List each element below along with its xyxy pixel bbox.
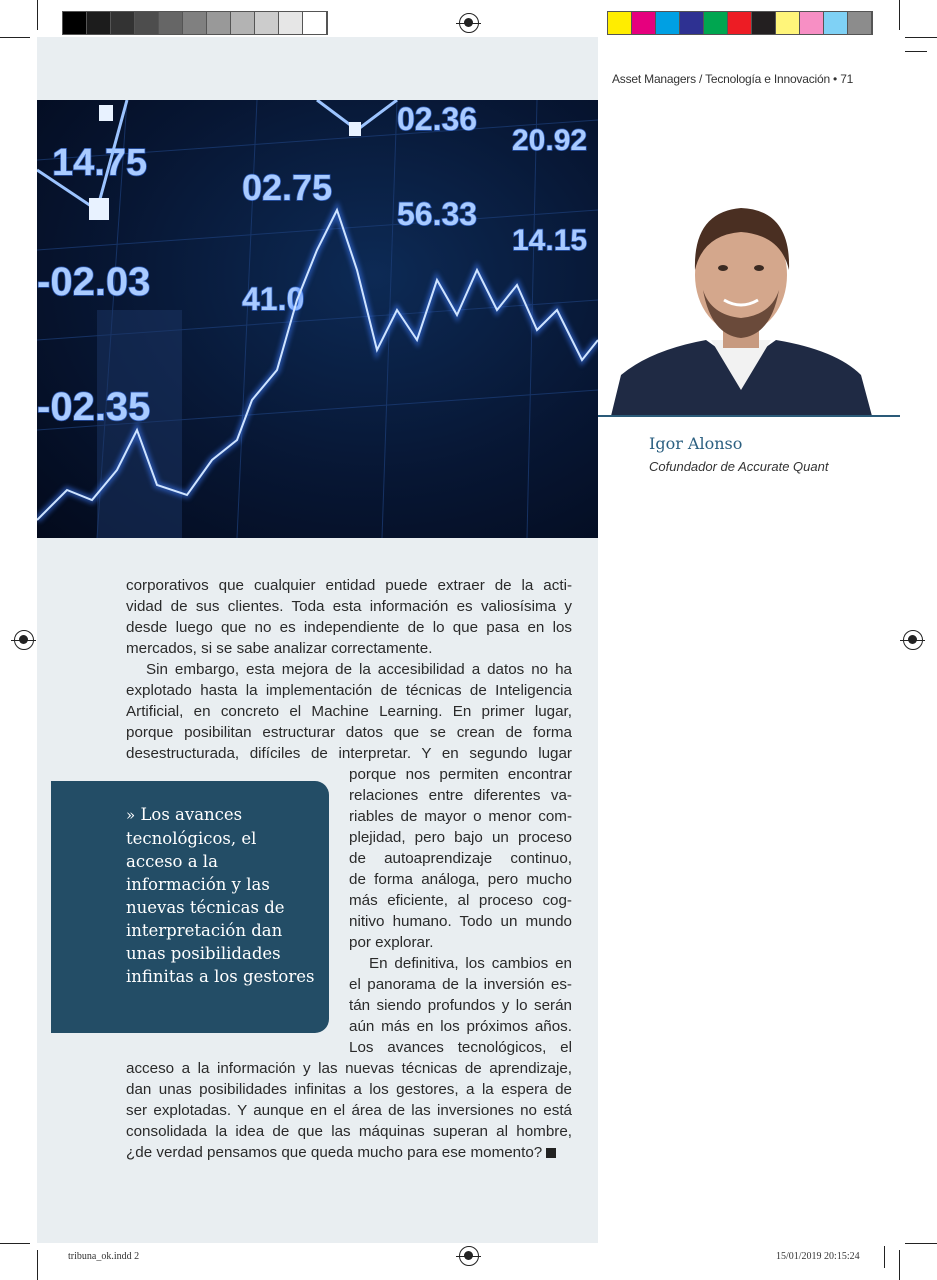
color-swatch xyxy=(279,12,303,34)
body-text-line: desde luego que no es independiente de lo que pasa en los xyxy=(126,619,572,636)
color-swatch xyxy=(63,12,87,34)
author-divider xyxy=(598,415,900,417)
footer-timestamp: 15/01/2019 20:15:24 xyxy=(776,1251,860,1262)
crop-mark xyxy=(0,1243,30,1244)
color-swatch xyxy=(728,12,752,34)
body-text-line: por explorar. xyxy=(349,934,434,951)
body-text-line: más eficiente, al proceso cog- xyxy=(349,892,572,909)
body-text-line: explotado hasta la implementación de técnicas de Inteligencia xyxy=(126,682,572,699)
color-swatch xyxy=(159,12,183,34)
quote-chevron-icon: » xyxy=(126,806,136,824)
body-text-line: relaciones entre diferentes va- xyxy=(349,787,572,804)
color-swatch xyxy=(608,12,632,34)
body-text-line: mercados, si se sabe analizar correctamente. xyxy=(126,640,433,657)
body-text-line: tán siendo profundos y lo serán xyxy=(349,997,572,1014)
color-swatch xyxy=(752,12,776,34)
color-swatch xyxy=(207,12,231,34)
color-swatch xyxy=(111,12,135,34)
body-text-line: porque posibilitan estructurar datos que se crean de forma xyxy=(126,724,572,741)
body-text-line: plejidad, pero bajo un proceso xyxy=(349,829,572,846)
author-role: Cofundador de Accurate Quant xyxy=(649,459,829,474)
registration-mark-icon xyxy=(459,13,479,33)
ticker-label: -02.35 xyxy=(37,385,151,429)
color-swatch xyxy=(848,12,872,34)
body-text-line: de autoaprendizaje continuo, xyxy=(349,850,572,867)
crop-mark xyxy=(905,1243,937,1244)
crop-mark xyxy=(884,1246,885,1268)
ticker-label: 14.15 xyxy=(512,224,588,257)
color-swatch xyxy=(800,12,824,34)
pullquote-text xyxy=(126,803,316,988)
body-text-line: nitivo humano. Todo un mundo xyxy=(349,913,572,930)
crop-mark xyxy=(899,1250,900,1280)
body-text-line: riables de mayor o menor com- xyxy=(349,808,572,825)
body-text-line: aún más en los próximos años. xyxy=(349,1018,572,1035)
running-head: Asset Managers / Tecnología e Innovación • 71 xyxy=(612,72,854,86)
ticker-label: 02.36 xyxy=(397,101,478,137)
crop-mark xyxy=(0,37,30,38)
body-text-line: de forma análoga, pero mucho xyxy=(349,871,572,888)
body-text-line: Los avances tecnológicos, el xyxy=(349,1039,572,1056)
crop-mark xyxy=(905,51,927,52)
body-text-line: consolidada la idea de que las máquinas superan al hombre, xyxy=(126,1123,572,1140)
ticker-label: 56.33 xyxy=(397,196,478,232)
body-text-line: desestructurada, difíciles de interpretar. Y en segundo lugar xyxy=(126,745,572,762)
body-text-line: acceso a la información y las nuevas técnicas de aprendizaje, xyxy=(126,1060,572,1077)
color-swatch xyxy=(632,12,656,34)
registration-mark-icon xyxy=(459,1246,479,1266)
color-swatch xyxy=(680,12,704,34)
grayscale-color-bar xyxy=(62,11,328,35)
crop-mark xyxy=(37,0,38,30)
ticker-label: 02.75 xyxy=(242,167,333,208)
ticker-label: 41.0 xyxy=(242,281,305,317)
pullquote-body: Los avances tecnológicos, el acceso a la información y las nuevas técnicas de interpretación dan unas posibilidades infinitas a los gestores xyxy=(126,805,315,986)
body-text-line: Artificial, en concreto el Machine Learning. En primer lugar, xyxy=(126,703,572,720)
registration-mark-icon xyxy=(903,630,923,650)
color-swatch xyxy=(824,12,848,34)
crop-mark xyxy=(905,37,937,38)
process-color-bar xyxy=(607,11,873,35)
body-text-line: porque nos permiten encontrar xyxy=(349,766,572,783)
color-swatch xyxy=(704,12,728,34)
ticker-label: 14.75 xyxy=(52,142,148,184)
color-swatch xyxy=(776,12,800,34)
body-text-line: ¿de verdad pensamos que queda mucho para ese momento? xyxy=(126,1143,572,1164)
body-text-line: corporativos que cualquier entidad puede extraer de la acti- xyxy=(126,577,572,594)
end-of-article-icon xyxy=(546,1148,556,1158)
ticker-label: -02.03 xyxy=(37,260,151,304)
color-swatch xyxy=(656,12,680,34)
pullquote-box xyxy=(51,781,329,1033)
crop-mark xyxy=(899,0,900,30)
body-text-line: ser explotadas. Y aunque en el área de las inversiones no está xyxy=(126,1102,572,1119)
body-text-line: dan unas posibilidades infinitas a los gestores, a la espera de xyxy=(126,1081,572,1098)
color-swatch xyxy=(87,12,111,34)
footer-filename: tribuna_ok.indd 2 xyxy=(68,1251,140,1262)
body-text-line: Sin embargo, esta mejora de la accesibilidad a datos no ha xyxy=(146,661,572,678)
color-swatch xyxy=(183,12,207,34)
color-swatch xyxy=(231,12,255,34)
color-swatch xyxy=(255,12,279,34)
color-swatch xyxy=(303,12,327,34)
author-name: Igor Alonso xyxy=(649,434,743,453)
stock-chart-hero-image xyxy=(37,100,598,538)
registration-mark-icon xyxy=(14,630,34,650)
body-text-line: En definitiva, los cambios en xyxy=(369,955,572,972)
body-text-line: vidad de sus clientes. Toda esta información es valiosísima y xyxy=(126,598,572,615)
ticker-label: 20.92 xyxy=(512,124,588,157)
color-swatch xyxy=(135,12,159,34)
author-portrait xyxy=(611,190,872,416)
body-text-line: el panorama de la inversión es- xyxy=(349,976,572,993)
crop-mark xyxy=(37,1250,38,1280)
